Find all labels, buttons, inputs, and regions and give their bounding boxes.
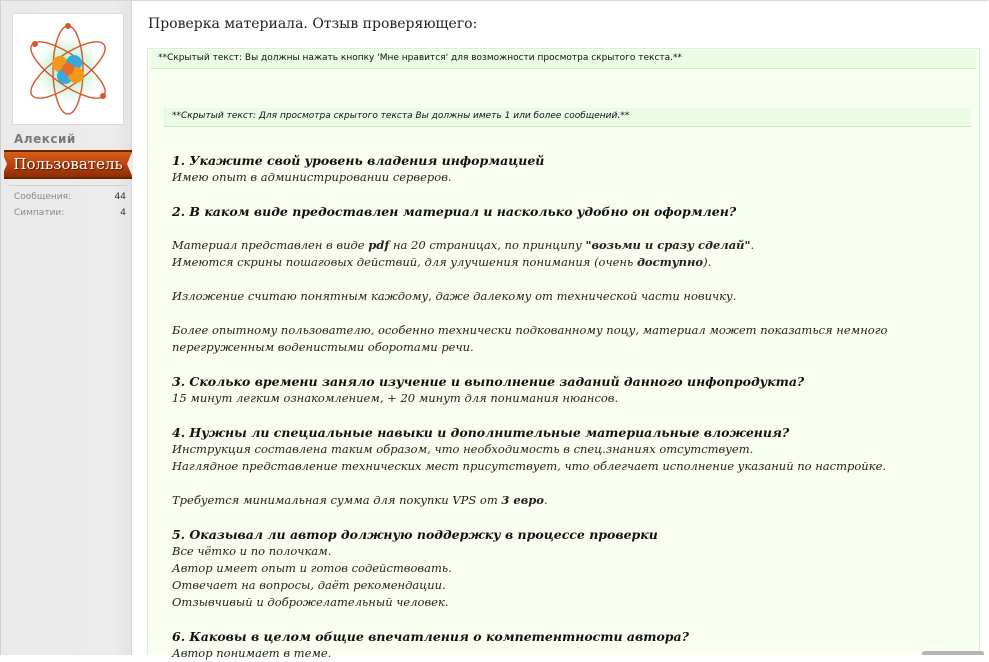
user-info-panel (1, 1, 132, 655)
answer-5-line-1: Все чётко и по полочкам. (172, 544, 332, 558)
text-bold-price: 3 евро (501, 493, 544, 507)
stat-messages (14, 192, 126, 202)
answer-4-line-2: Наглядное представление технических мест присутствует, что облегчает исполнение указаний по настройке. (172, 459, 887, 473)
answer-1: Имею опыт в администрировании серверов. (172, 170, 452, 184)
answer-2-line-5: перегруженным воденистыми оборотами речи. (172, 340, 474, 354)
text-run: на 20 страницах, по принципу (389, 238, 586, 252)
scroll-to-top-tab[interactable] (922, 651, 984, 655)
answer-4-line-1: Инструкция составлена таким образом, что необходимость в спец.знаниях отсутствует. (172, 442, 754, 456)
post-title: Проверка материала. Отзыв проверяющего: (148, 16, 478, 32)
text-run: ). (703, 255, 712, 269)
text-run: . (543, 493, 548, 507)
question-5: 5. Оказывал ли автор должную поддержку в процессе проверки (172, 527, 658, 542)
avatar[interactable] (12, 13, 124, 125)
stat-messages-value[interactable]: 44 (114, 192, 126, 202)
question-4: 4. Нужны ли специальные навыки и дополнительные материальные вложения? (172, 425, 790, 440)
answer-5-line-3: Отвечает на вопросы, даёт рекомендации. (172, 578, 446, 592)
text-bold-pdf: pdf (368, 238, 390, 252)
answer-2-line-3: Изложение считаю понятным каждому, даже далекому от технической части новичку. (172, 289, 737, 303)
answer-6: Автор понимает в теме. (172, 646, 332, 660)
hidden-posts-notice: **Скрытый текст: Для просмотра скрытого текста Вы должны иметь 1 или более сообщений.** (172, 111, 630, 121)
user-title-ribbon: Пользователь (4, 150, 132, 179)
text-run: Материал представлен в виде (172, 238, 369, 252)
text-run: Имеются скрины пошаговых действий, для улучшения понимания (очень (172, 255, 637, 269)
text-run: Требуется минимальная сумма для покупки VPS от (172, 493, 502, 507)
text-run: . (750, 238, 755, 252)
stat-messages-label: Сообщения: (14, 192, 72, 202)
question-3: 3. Сколько времени заняло изучение и выполнение заданий данного инфопродукта? (172, 374, 805, 389)
answer-5-line-4: Отзывчивый и доброжелательный человек. (172, 595, 449, 609)
atom-icon (13, 14, 123, 124)
stat-likes (14, 208, 126, 218)
answer-2-line-4: Более опытному пользователю, особенно технически подкованному поцу, материал может показаться немного (172, 323, 888, 337)
username[interactable]: Алексий (14, 132, 76, 146)
answer-3: 15 минут легким ознакомлением, + 20 минут для понимания нюансов. (172, 391, 619, 405)
text-bold-accessible: доступно (636, 255, 704, 269)
question-6: 6. Каковы в целом общие впечатления о компетентности автора? (172, 629, 689, 644)
question-1: 1. Укажите свой уровень владения информацией (172, 153, 545, 168)
stat-likes-value: 4 (120, 208, 126, 218)
answer-4-line-3 (172, 492, 972, 509)
answer-2-line-1 (172, 237, 972, 254)
answer-5-line-2: Автор имеет опыт и готов содействовать. (172, 561, 452, 575)
question-2: 2. В каком виде предоставлен материал и насколько удобно он оформлен? (172, 204, 737, 219)
stat-likes-label: Симпатии: (14, 208, 65, 218)
answer-2-line-2 (172, 254, 972, 271)
review-body (172, 152, 972, 662)
text-bold-quote: "возьми и сразу сделай" (585, 238, 751, 252)
stats-divider (9, 185, 127, 186)
hidden-like-notice: **Скрытый текст: Вы должны нажать кнопку 'Мне нравится' для возможности просмотра скрытого текста.** (158, 53, 683, 63)
